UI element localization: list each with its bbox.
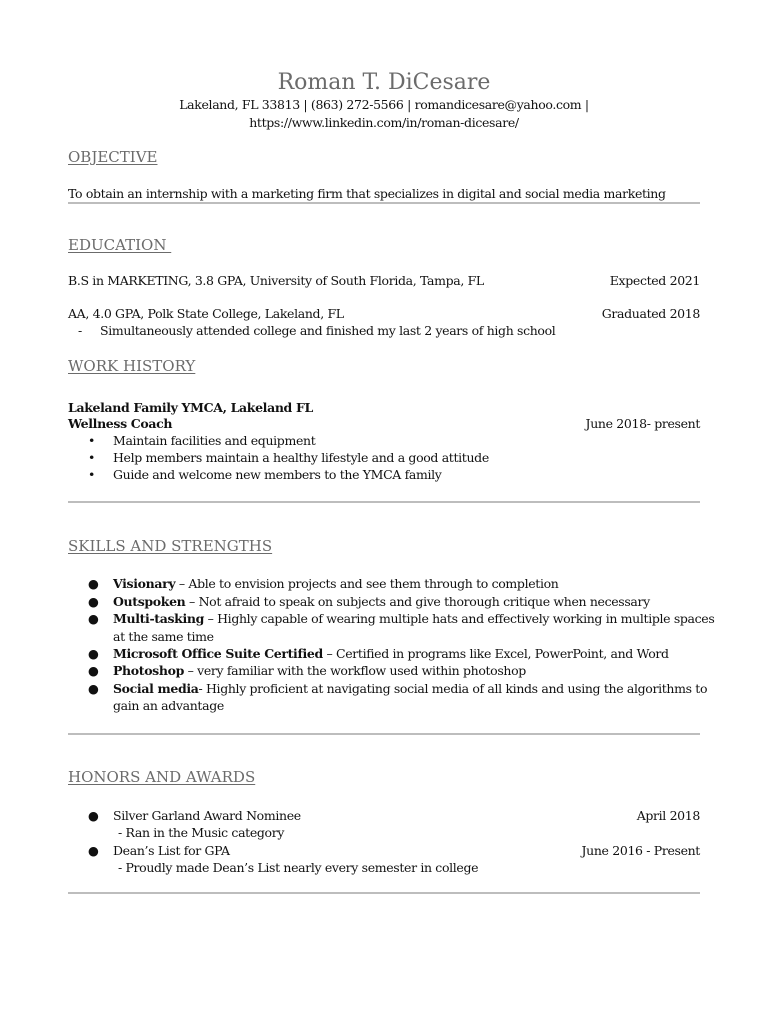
candidate-name: Roman T. DiCesare xyxy=(277,70,491,95)
skill-name: Photoshop xyxy=(113,663,184,678)
award-title: Silver Garland Award Nominee xyxy=(113,808,301,823)
skill-item xyxy=(113,611,714,626)
skill-name: Microsoft Office Suite Certified xyxy=(113,646,323,661)
work-bullet-1: Maintain facilities and equipment xyxy=(113,433,316,448)
skill-description: – very familiar with the workflow used within photoshop xyxy=(184,663,526,678)
skill-description: – Not afraid to speak on subjects and give thorough critique when necessary xyxy=(185,594,650,609)
award-title: Dean’s List for GPA xyxy=(113,843,230,858)
bullet-icon: ● xyxy=(88,646,99,661)
skill-description: – Certified in programs like Excel, PowerPoint, and Word xyxy=(322,646,669,661)
skill-name: Social media xyxy=(113,681,199,696)
education-heading: EDUCATION xyxy=(68,236,172,254)
award-detail: - Proudly made Dean’s List nearly every semester in college xyxy=(118,860,479,875)
work-bullet-3: Guide and welcome new members to the YMCA family xyxy=(113,467,442,482)
award-date: April 2018 xyxy=(636,808,700,823)
work-history-heading: WORK HISTORY xyxy=(68,357,196,375)
bullet-icon: ● xyxy=(88,808,99,823)
award-detail: - Ran in the Music category xyxy=(118,825,285,840)
skill-continuation: at the same time xyxy=(113,629,214,644)
dash-marker: - xyxy=(78,323,82,338)
section-divider xyxy=(68,733,700,735)
skill-item xyxy=(113,576,558,591)
education-note: Simultaneously attended college and finished my last 2 years of high school xyxy=(100,323,556,338)
skill-description: - Highly proficient at navigating social media of all kinds and using the algorithms to xyxy=(198,681,708,696)
bullet-icon: ● xyxy=(88,576,99,591)
honors-heading: HONORS AND AWARDS xyxy=(68,768,256,786)
work-employer: Lakeland Family YMCA, Lakeland FL xyxy=(68,400,313,415)
bullet-icon: ● xyxy=(88,681,99,696)
education-degree-2: AA, 4.0 GPA, Polk State College, Lakeland, FL xyxy=(68,306,344,321)
skill-description: – Able to envision projects and see them through to completion xyxy=(175,576,559,591)
work-bullet-2: Help members maintain a healthy lifestyle and a good attitude xyxy=(113,450,489,465)
skill-continuation: gain an advantage xyxy=(113,698,224,713)
work-title: Wellness Coach xyxy=(68,416,173,431)
bullet-icon: ● xyxy=(88,611,99,626)
skill-description: – Highly capable of wearing multiple hats and effectively working in multiple spaces xyxy=(203,611,715,626)
section-divider xyxy=(68,202,700,204)
skill-name: Multi-tasking xyxy=(113,611,204,626)
bullet-icon: • xyxy=(88,450,96,465)
section-divider xyxy=(68,892,700,894)
section-divider xyxy=(68,501,700,503)
work-date: June 2018- present xyxy=(585,416,700,431)
bullet-icon: • xyxy=(88,467,96,482)
bullet-icon: • xyxy=(88,433,96,448)
linkedin-url: https://www.linkedin.com/in/roman-dicesare/ xyxy=(249,115,519,130)
skills-heading: SKILLS AND STRENGTHS xyxy=(68,537,273,555)
objective-heading: OBJECTIVE xyxy=(68,148,158,166)
bullet-icon: ● xyxy=(88,843,99,858)
award-date: June 2016 - Present xyxy=(581,843,700,858)
bullet-icon: ● xyxy=(88,663,99,678)
skill-item xyxy=(113,663,526,678)
objective-text: To obtain an internship with a marketing firm that specializes in digital and social media marketing xyxy=(68,186,666,201)
skill-name: Visionary xyxy=(113,576,176,591)
education-degree-1: B.S in MARKETING, 3.8 GPA, University of South Florida, Tampa, FL xyxy=(68,273,484,288)
education-date-1: Expected 2021 xyxy=(609,273,700,288)
skill-name: Outspoken xyxy=(113,594,186,609)
education-date-2: Graduated 2018 xyxy=(601,306,700,321)
bullet-icon: ● xyxy=(88,594,99,609)
skill-item xyxy=(113,594,650,609)
contact-line: Lakeland, FL 33813 | (863) 272-5566 | romandicesare@yahoo.com | xyxy=(179,97,589,112)
skill-item xyxy=(113,681,707,696)
skill-item xyxy=(113,646,669,661)
